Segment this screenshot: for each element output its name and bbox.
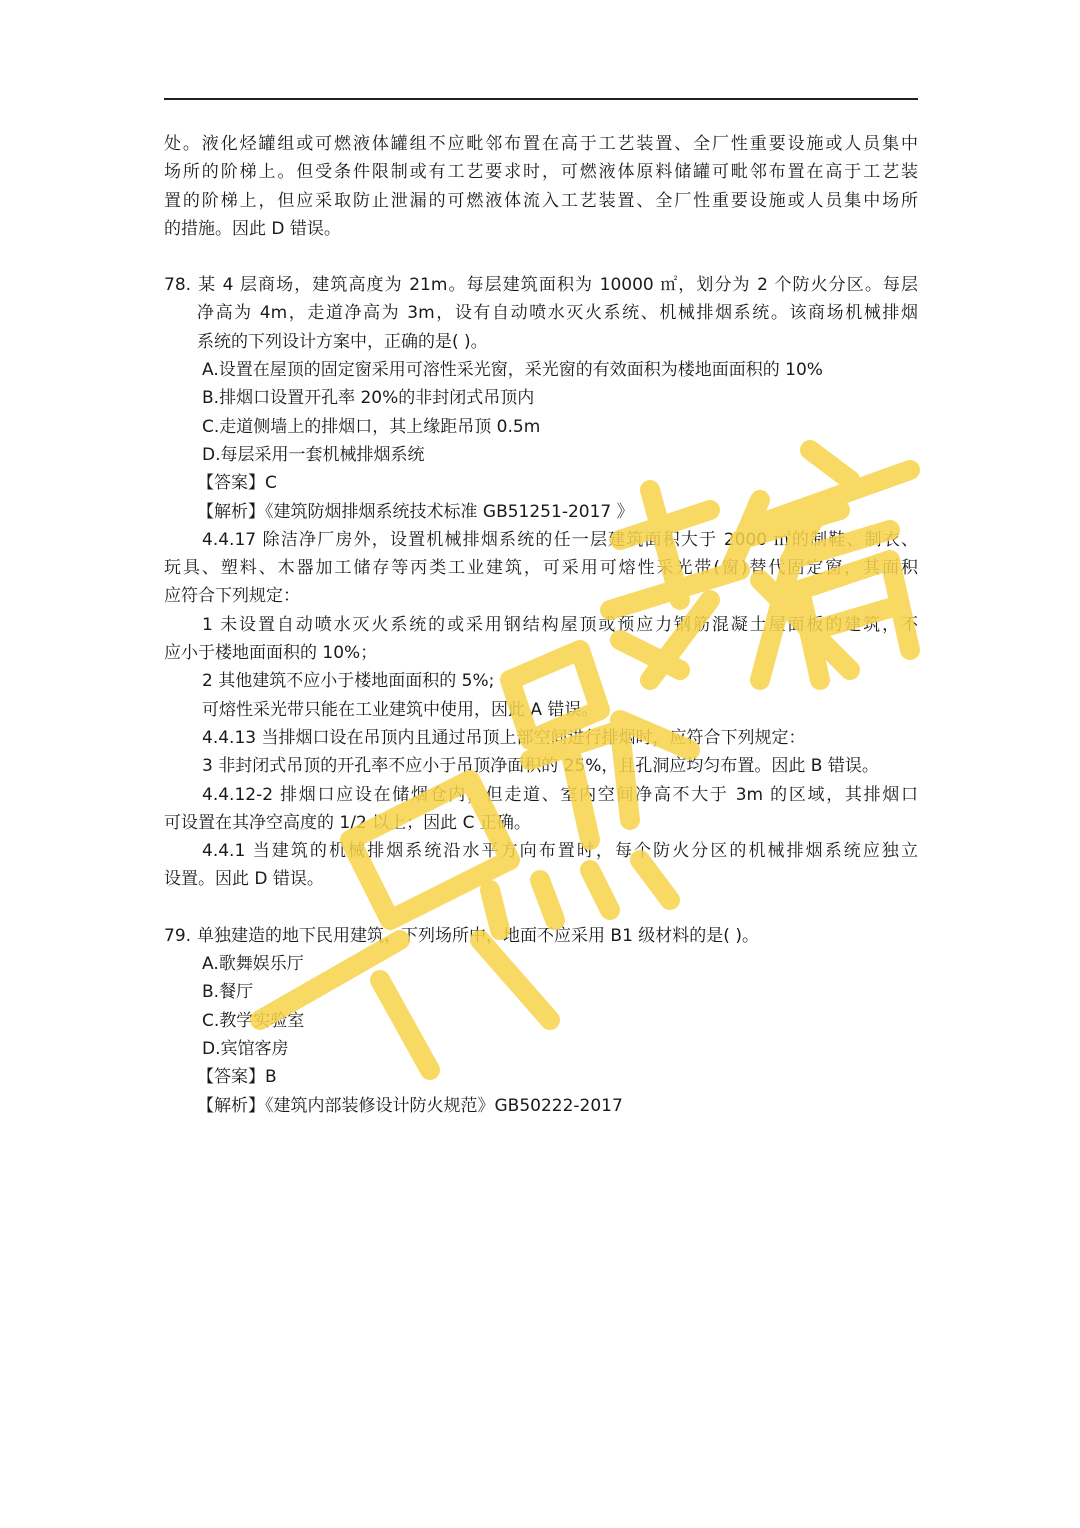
q79-analysis-title: 【解析】《建筑内部装修设计防火规范》GB50222-2017 bbox=[197, 1095, 623, 1116]
q78-p5: 4.4.13 当排烟口设在吊顶内且通过吊顶上部空间进行排烟时，应符合下列规定： bbox=[202, 727, 806, 748]
q78-analysis-title: 【解析】《建筑防烟排烟系统技术标准 GB51251-2017 》 bbox=[197, 501, 634, 522]
q78-p7-line-1: 4.4.12-2 排烟口应设在储烟仓内，但走道、室内空间净高不大于 3m 的区域，其排烟口 bbox=[202, 784, 918, 805]
q78-p7-line-2: 可设置在其净空高度的 1/2 以上；因此 C 正确。 bbox=[164, 812, 531, 833]
q79-option-d: D.宾馆客房 bbox=[202, 1038, 289, 1059]
q78-p1-line-3: 应符合下列规定： bbox=[164, 586, 300, 607]
q78-option-d: D.每层采用一套机械排烟系统 bbox=[202, 444, 425, 465]
q78-p1-line-1: 4.4.17 除洁净厂房外，设置机械排烟系统的任一层建筑面积大于 2000 ㎡的制鞋、制衣、 bbox=[202, 529, 918, 550]
q78-option-a: A.设置在屋顶的固定窗采用可溶性采光窗，采光窗的有效面积为楼地面面积的 10% bbox=[202, 360, 823, 381]
continuation-line-3: 置的阶梯上，但应采取防止泄漏的可燃液体流入工艺装置、全厂性重要设施或人员集中场所 bbox=[164, 190, 918, 211]
q78-p6: 3 非封闭式吊顶的开孔率不应小于吊顶净面积的 25%，且孔洞应均匀布置。因此 B 错误。 bbox=[202, 756, 879, 777]
continuation-line-4: 的措施。因此 D 错误。 bbox=[164, 218, 341, 239]
q79-option-a: A.歌舞娱乐厅 bbox=[202, 954, 304, 975]
q78-p1-line-2: 玩具、塑料、木器加工储存等丙类工业建筑，可采用可熔性采光带(窗)替代固定窗，其面积 bbox=[164, 558, 918, 579]
q79-answer: 【答案】B bbox=[197, 1067, 277, 1088]
q78-number: 78. bbox=[164, 275, 192, 296]
question-79 bbox=[164, 922, 918, 1120]
question-78 bbox=[164, 271, 918, 894]
continuation-line-2: 场所的阶梯上。但受条件限制或有工艺要求时，可燃液体原料储罐可毗邻布置在高于工艺装 bbox=[164, 162, 918, 183]
q78-p2-line-1: 1 未设置自动喷水灭火系统的或采用钢结构屋顶或预应力钢筋混凝土屋面板的建筑，不 bbox=[202, 614, 918, 635]
continuation-line-1: 处。液化烃罐组或可燃液体罐组不应毗邻布置在高于工艺装置、全厂性重要设施或人员集中 bbox=[164, 134, 918, 154]
q78-p4: 可熔性采光带只能在工业建筑中使用，因此 A 错误。 bbox=[202, 699, 599, 720]
q78-answer: 【答案】C bbox=[197, 473, 277, 494]
q78-stem-line-3: 系统的下列设计方案中，正确的是( )。 bbox=[197, 331, 488, 352]
q78-option-c: C.走道侧墙上的排烟口，其上缘距吊顶 0.5m bbox=[202, 416, 541, 437]
page-content bbox=[164, 130, 918, 1120]
q78-option-b: B.排烟口设置开孔率 20%的非封闭式吊顶内 bbox=[202, 388, 535, 409]
q78-p8-line-1: 4.4.1 当建筑的机械排烟系统沿水平方向布置时，每个防火分区的机械排烟系统应独立 bbox=[202, 841, 918, 862]
q78-p8-line-2: 设置。因此 D 错误。 bbox=[164, 869, 324, 890]
q78-p3: 2 其他建筑不应小于楼地面面积的 5%; bbox=[202, 671, 495, 692]
q79-option-b: B.餐厅 bbox=[202, 982, 254, 1003]
q78-stem-line-1: 78. 某 4 层商场，建筑高度为 21m。每层建筑面积为 10000 ㎡，划分为 2 个防火分区。每层 bbox=[164, 271, 918, 299]
q78-p2-line-2: 应小于楼地面面积的 10%； bbox=[164, 643, 378, 664]
q79-stem: 79. 单独建造的地下民用建筑，下列场所中，地面不应采用 B1 级材料的是( )。 bbox=[164, 922, 918, 950]
q78-stem-line-2: 净高为 4m，走道净高为 3m，设有自动喷水灭火系统、机械排烟系统。该商场机械排烟 bbox=[197, 303, 918, 324]
header-rule bbox=[164, 98, 918, 100]
q79-number: 79. bbox=[164, 925, 192, 946]
q79-option-c: C.教学实验室 bbox=[202, 1010, 305, 1031]
